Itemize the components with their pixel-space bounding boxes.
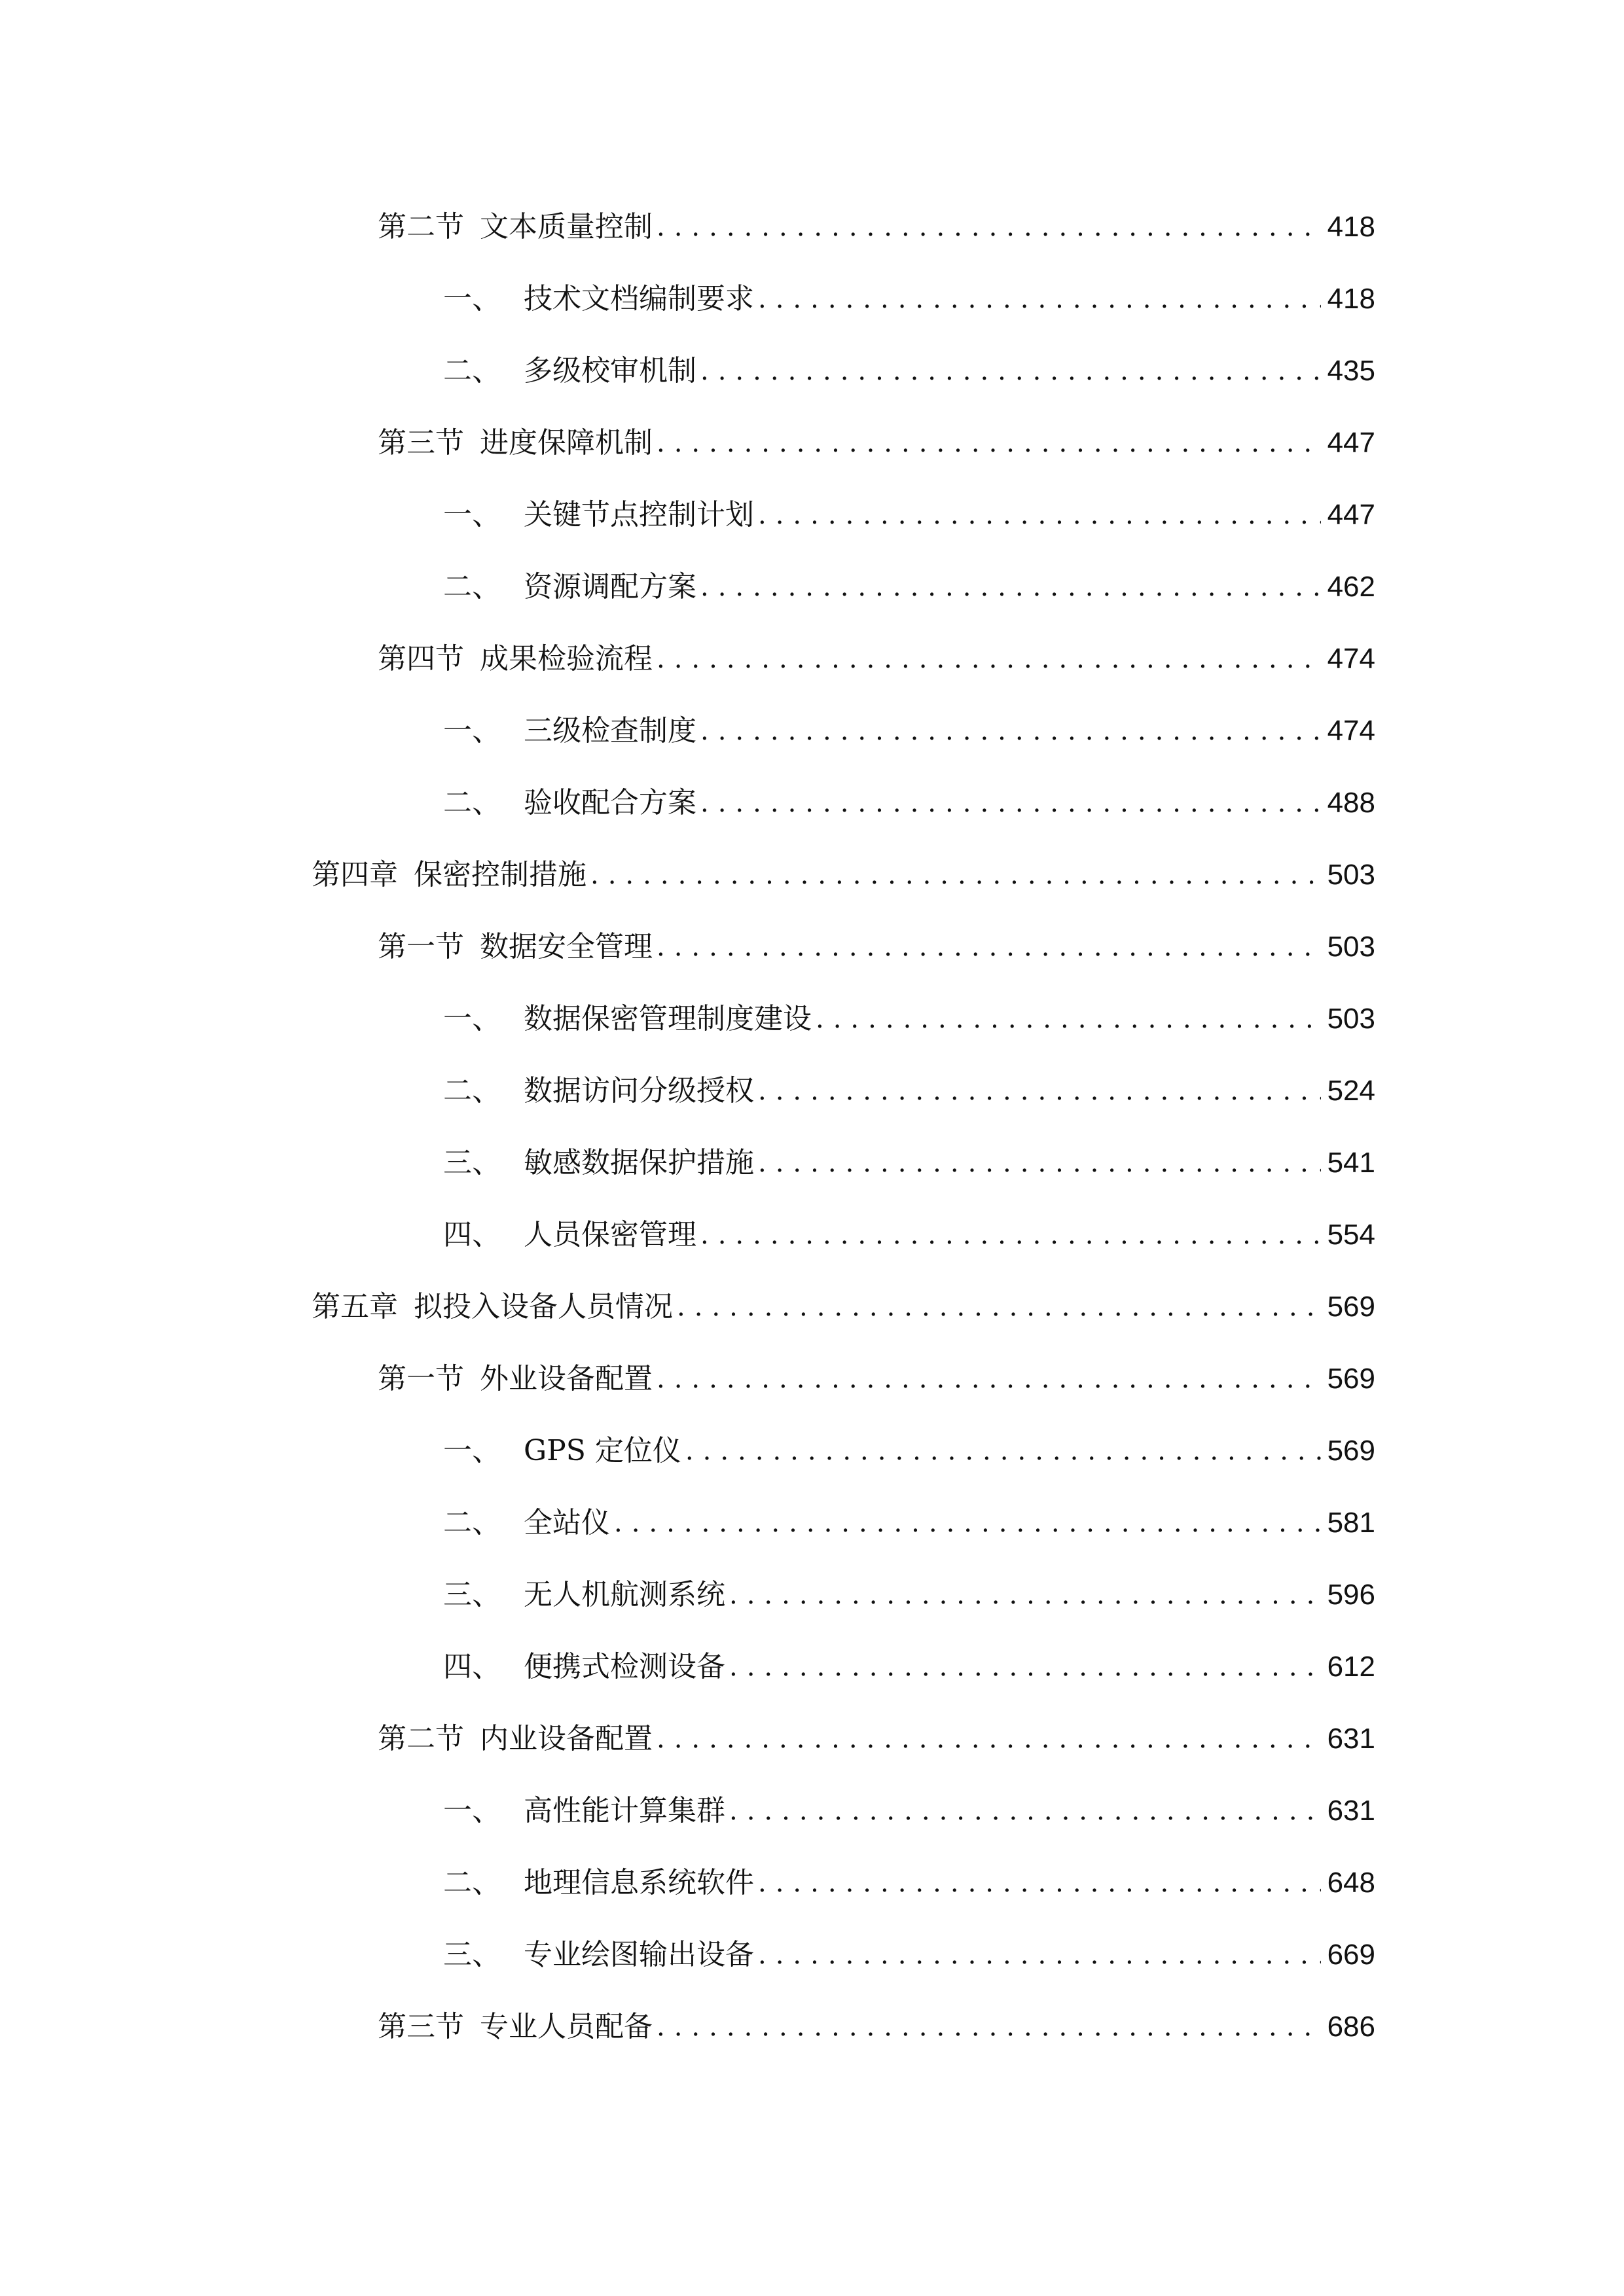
toc-entry-number: 第一节 [378,930,464,963]
toc-entry-title: 验收配合方案 [524,786,696,819]
toc-entry-title: 外业设备配置 [480,1362,653,1395]
toc-entry[interactable] [443,1143,1375,1183]
toc-entry-title: 文本质量控制 [480,210,653,243]
toc-entry-number: 一、 [443,1434,501,1467]
toc-entry-title: 保密控制措施 [414,858,586,891]
toc-entry-number: 第四节 [378,642,464,675]
dot-leader [657,207,1321,247]
toc-entry-title: 专业人员配备 [480,2010,653,2043]
dot-leader [657,1359,1321,1399]
toc-entry[interactable] [378,639,1375,679]
toc-entry[interactable] [378,1359,1375,1399]
toc-entry[interactable] [443,495,1375,535]
toc-entry-title: 数据访问分级授权 [524,1074,754,1107]
toc-entry-title: 数据保密管理制度建设 [524,1002,812,1035]
toc-entry[interactable] [378,207,1375,247]
toc-entry[interactable] [312,855,1375,895]
toc-entry-title: 数据安全管理 [480,930,653,963]
dot-leader [700,567,1321,607]
toc-entry-title: 全站仪 [524,1506,610,1539]
dot-leader [657,927,1321,967]
toc-entry[interactable] [443,1647,1375,1687]
dot-leader [657,639,1321,679]
toc-entry-page: 447 [1327,427,1375,459]
dot-leader [657,2007,1321,2047]
toc-entry[interactable] [443,1215,1375,1255]
toc-entry-page: 569 [1327,1363,1375,1395]
toc-entry-number: 第二节 [378,210,464,243]
toc-entry-number: 三、 [443,1146,501,1179]
toc-entry[interactable] [443,999,1375,1039]
toc-entry-page: 524 [1327,1075,1375,1107]
dot-leader [729,1791,1321,1831]
toc-entry[interactable] [443,1863,1375,1903]
toc-entry[interactable] [443,1431,1375,1471]
toc-entry[interactable] [443,1503,1375,1543]
dot-leader [729,1647,1321,1687]
dot-leader [657,423,1321,463]
toc-entry-number: 二、 [443,354,501,387]
toc-entry-title: 地理信息系统软件 [524,1866,754,1899]
toc-entry-page: 418 [1327,211,1375,243]
toc-entry-number: 一、 [443,1794,501,1827]
toc-entry-page: 418 [1327,283,1375,315]
toc-entry-page: 541 [1327,1147,1375,1179]
toc-entry-page: 435 [1327,355,1375,387]
toc-entry[interactable] [443,1791,1375,1831]
dot-leader [657,1719,1321,1759]
toc-entry[interactable] [443,1575,1375,1615]
toc-entry-number: 二、 [443,570,501,603]
toc-entry-number: 第三节 [378,2010,464,2043]
toc-entry-number: 一、 [443,714,501,747]
dot-leader [758,279,1321,319]
dot-leader [700,783,1321,823]
toc-entry-title: 高性能计算集群 [524,1794,725,1827]
toc-entry-title: 专业绘图输出设备 [524,1938,754,1971]
toc-entry-number: 一、 [443,282,501,315]
toc-entry[interactable] [443,1935,1375,1975]
toc-entry[interactable] [443,1071,1375,1111]
toc-entry-number: 第二节 [378,1722,464,1755]
dot-leader [758,1935,1321,1975]
toc-entry-page: 631 [1327,1795,1375,1827]
toc-entry[interactable] [312,1287,1375,1327]
toc-entry-page: 474 [1327,643,1375,675]
toc-entry-number: 二、 [443,786,501,819]
toc-entry-number: 四、 [443,1218,501,1251]
toc-entry-title: 成果检验流程 [480,642,653,675]
toc-entry-title: 无人机航测系统 [524,1578,725,1611]
toc-entry-number: 一、 [443,498,501,531]
dot-leader [729,1575,1321,1615]
toc-entry-title: 关键节点控制计划 [524,498,754,531]
toc-entry[interactable] [378,2007,1375,2047]
toc-entry[interactable] [443,567,1375,607]
toc-entry[interactable] [443,279,1375,319]
toc-entry-number: 第三节 [378,426,464,459]
toc-entry-page: 648 [1327,1867,1375,1899]
toc-entry[interactable] [378,423,1375,463]
toc-entry-page: 554 [1327,1219,1375,1251]
toc-entry-number: 二、 [443,1506,501,1539]
dot-leader [700,351,1321,391]
toc-entry-number: 第一节 [378,1362,464,1395]
toc-entry-page: 581 [1327,1507,1375,1539]
toc-entry[interactable] [378,927,1375,967]
toc-entry[interactable] [443,351,1375,391]
toc-entry-title: GPS 定位仪 [524,1434,681,1467]
toc-entry-number: 一、 [443,1002,501,1035]
toc-entry-title: 便携式检测设备 [524,1650,725,1683]
toc-entry-page: 596 [1327,1579,1375,1611]
dot-leader [590,855,1321,895]
toc-entry[interactable] [443,783,1375,823]
dot-leader [700,711,1321,751]
toc-entry-page: 686 [1327,2011,1375,2043]
toc-entry-page: 503 [1327,1003,1375,1035]
toc-entry-page: 569 [1327,1291,1375,1323]
toc-entry-number: 三、 [443,1578,501,1611]
toc-entry-page: 474 [1327,715,1375,747]
toc-entry-page: 669 [1327,1939,1375,1971]
toc-entry-page: 447 [1327,499,1375,531]
toc-entry-title: 进度保障机制 [480,426,653,459]
toc-entry-number: 四、 [443,1650,501,1683]
toc-entry-title: 内业设备配置 [480,1722,653,1755]
toc-entry-title: 三级检查制度 [524,714,696,747]
toc-entry-page: 631 [1327,1723,1375,1755]
dot-leader [614,1503,1321,1543]
toc-entry-number: 三、 [443,1938,501,1971]
toc-entry-title: 技术文档编制要求 [524,282,754,315]
toc-entry-page: 503 [1327,931,1375,963]
toc-entry-page: 488 [1327,787,1375,819]
toc-entry-number: 第五章 [312,1290,398,1323]
toc-entry-page: 612 [1327,1651,1375,1683]
dot-leader [758,1863,1321,1903]
dot-leader [758,1071,1321,1111]
dot-leader [758,1143,1321,1183]
dot-leader [700,1215,1321,1255]
toc-entry-page: 569 [1327,1435,1375,1467]
toc-entry-page: 462 [1327,571,1375,603]
toc-entry-number: 二、 [443,1074,501,1107]
dot-leader [685,1431,1321,1471]
toc-entry-title: 人员保密管理 [524,1218,696,1251]
toc-entry-page: 503 [1327,859,1375,891]
dot-leader [677,1287,1321,1327]
toc-entry[interactable] [443,711,1375,751]
toc-entry-title: 多级校审机制 [524,354,696,387]
toc-entry-title: 拟投入设备人员情况 [414,1290,673,1323]
dot-leader [758,495,1321,535]
toc-entry-number: 二、 [443,1866,501,1899]
toc-entry-number: 第四章 [312,858,398,891]
toc-entry-title: 资源调配方案 [524,570,696,603]
dot-leader [816,999,1321,1039]
toc-entry[interactable] [378,1719,1375,1759]
toc-entry-title: 敏感数据保护措施 [524,1146,754,1179]
